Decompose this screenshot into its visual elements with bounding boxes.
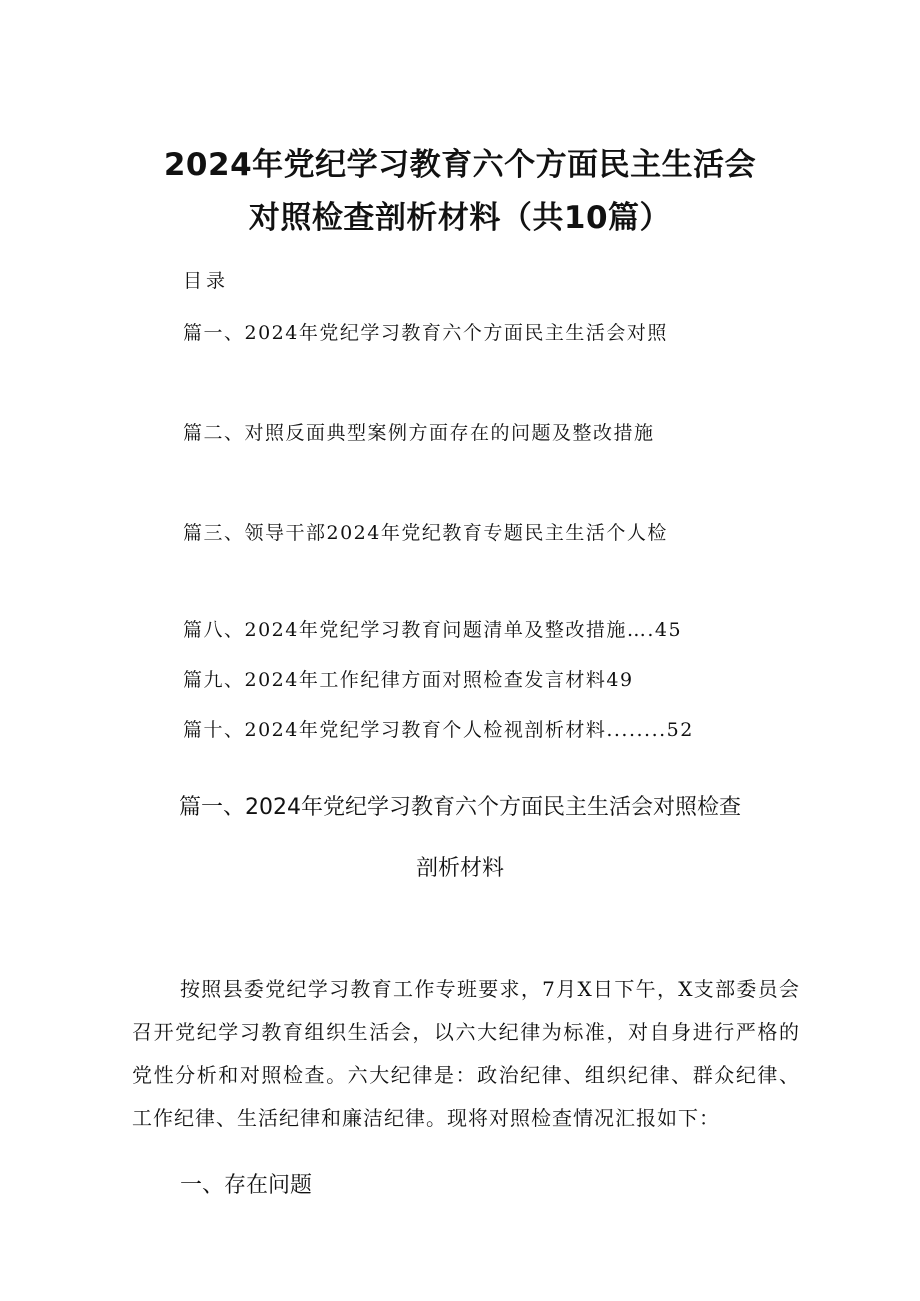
document-title-line-1: 2024年党纪学习教育六个方面民主生活会 — [163, 147, 757, 183]
toc-item: 篇一、2024年党纪学习教育六个方面民主生活会对照 — [183, 322, 668, 344]
toc-item: 篇十、2024年党纪学习教育个人检视剖析材料........52 — [183, 719, 694, 741]
toc-item: 篇九、2024年工作纪律方面对照检查发言材料49 — [183, 669, 634, 691]
toc-item: 篇八、2024年党纪学习教育问题清单及整改措施….45 — [183, 619, 683, 641]
document-title-line-2: 对照检查剖析材料（共10篇） — [248, 200, 672, 236]
sub-heading: 一、存在问题 — [180, 1173, 313, 1198]
toc-item: 篇二、对照反面典型案例方面存在的问题及整改措施 — [183, 422, 655, 444]
section-title-line-1: 篇一、2024年党纪学习教育六个方面民主生活会对照检查 — [179, 795, 741, 820]
toc-heading: 目录 — [183, 270, 230, 292]
section-title-line-2: 剖析材料 — [415, 856, 504, 881]
toc-item: 篇三、领导干部2024年党纪教育专题民主生活个人检 — [183, 522, 668, 544]
body-paragraph: 按照县委党纪学习教育工作专班要求，7月X日下午，X支部委员会召开党纪学习教育组织生活会，以六大纪律为标准，对自身进行严格的党性分析和对照检查。六大纪律是：政治纪律、组织纪律、群众纪律、工作纪律、生活纪律和廉洁纪律。现将对照检查情况汇报如下： — [132, 977, 800, 1130]
